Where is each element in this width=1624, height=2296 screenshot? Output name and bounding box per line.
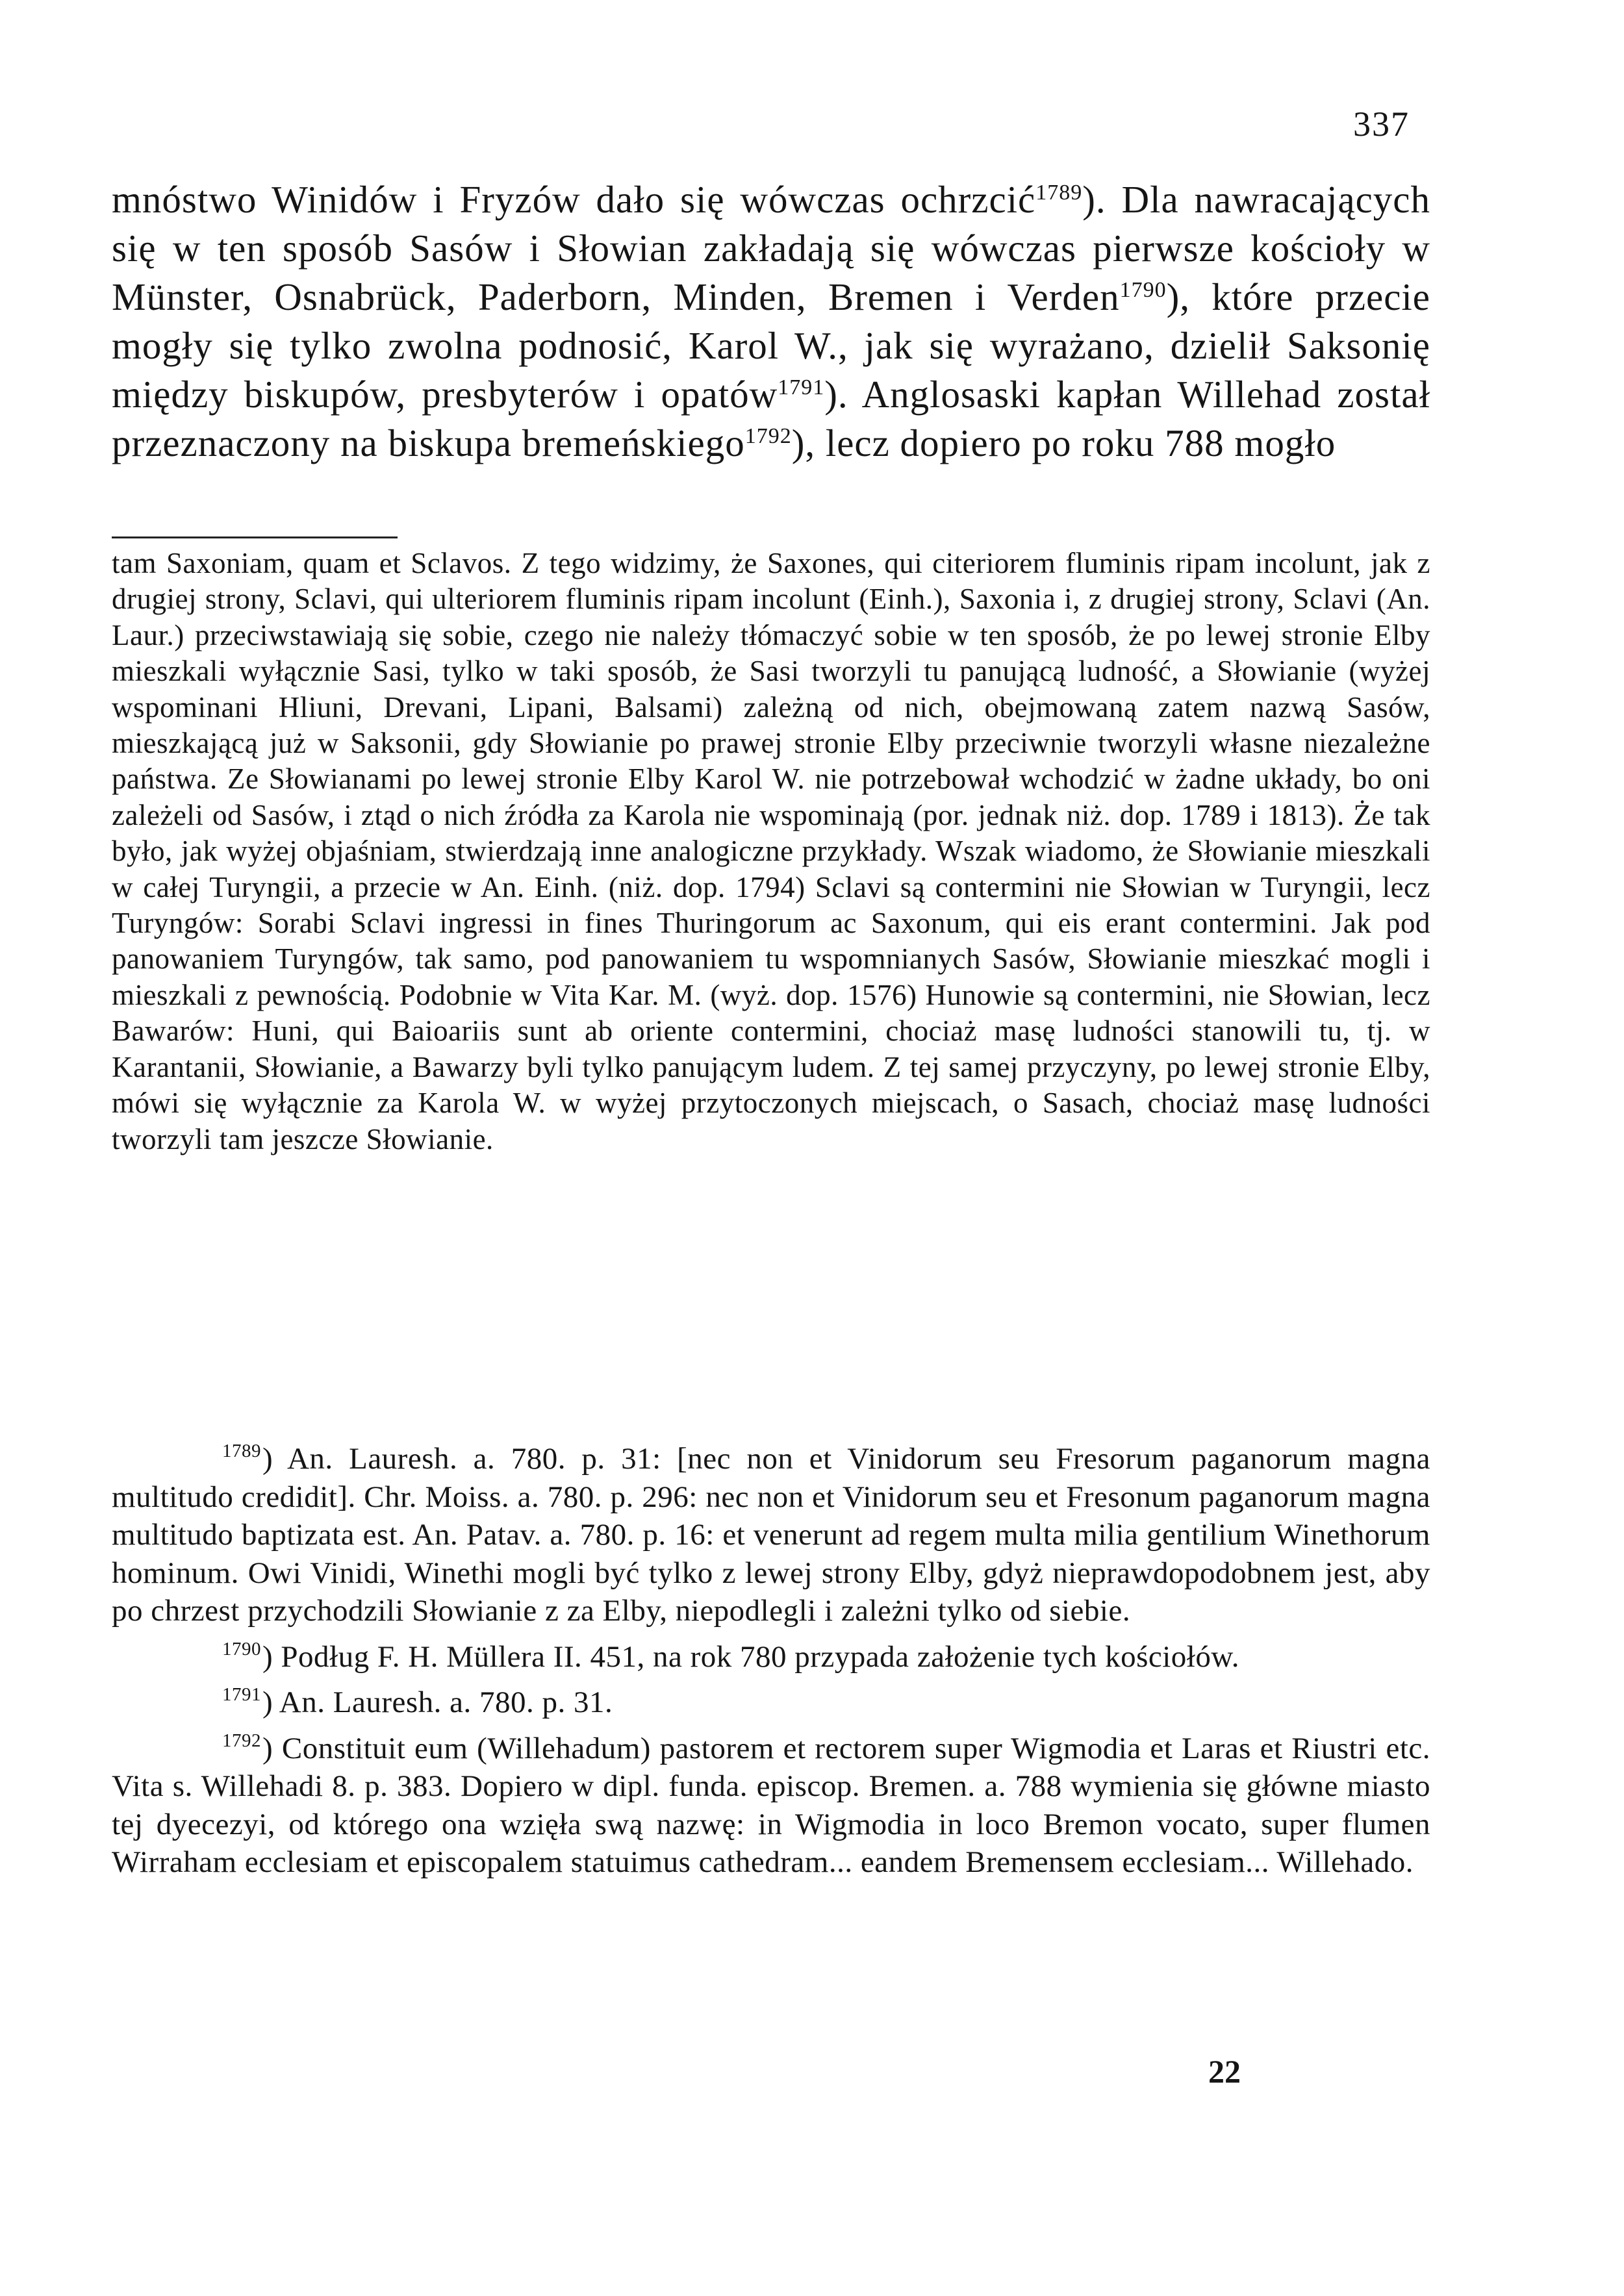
page-number: 337 (1353, 105, 1410, 144)
footnote-marker: 1791 (222, 1684, 261, 1705)
footnote-1789 (112, 1432, 1430, 1630)
main-text-part-1: mnóstwo Winidów i Fryzów dało się wówczas ochrzcić (112, 178, 1036, 221)
footnote-text: ) Podług F. H. Müllera II. 451, na rok 780 przypada założenie tych kościołów. (262, 1639, 1239, 1674)
footnote-1791 (112, 1676, 1430, 1722)
footnote-separator-rule (112, 536, 398, 538)
footnote-text: ) Constituit eum (Willehadum) pastorem et rectorem super Wigmodia et Laras et Riustri etc. Vita s. Willehadi 8. p. 383. Dopiero w dipl. funda. episcop. Bremen. a. 788 wymienia się główne miasto tej dyecezyi, od którego ona wzięła swą nazwę: in Wigmodia in loco Bremon vocato, super flumen Wirraham ecclesiam et episcopalem statuimus cathedram... eandem Bremensem ecclesiam... Willehado. (112, 1731, 1430, 1879)
main-text-part-3: ), które przecie mogły się tylko zwolna podnosić, Karol W., jak się wyrażano, dzielił Saksonię między biskupów, presbyterów i opatów (112, 275, 1430, 416)
footnote-marker: 1790 (222, 1638, 261, 1659)
footnote-reference-1790: 1790 (1119, 278, 1167, 302)
footnote-marker: 1789 (222, 1441, 261, 1461)
footnote-marker: 1792 (222, 1730, 261, 1751)
footnote-reference-1792: 1792 (744, 424, 792, 448)
footnote-reference-1789: 1789 (1035, 181, 1083, 205)
footnote-1792 (112, 1722, 1430, 1882)
footnotes-list (112, 1432, 1430, 1882)
footnote-continuation: tam Saxoniam, quam et Sclavos. Z tego widzimy, że Saxones, qui citeriorem fluminis ripam incolunt, jak z drugiej strony, Sclavi, qui ulteriorem fluminis ripam incolunt (Einh.), Saxonia i, z drugiej strony, Sclavi (An. Laur.) przeciwstawiają się sobie, czego nie należy tłómaczyć sobie w ten sposób, że po lewej stronie Elby mieszkali wyłącznie Sasi, tylko w taki sposób, że Sasi tworzyli tu panującą ludność, a Słowianie (wyżej wspominani Hliuni, Drevani, Lipani, Balsami) zależną od nich, obejmowaną zatem nazwą Sasów, mieszkającą już w Saksonii, gdy Słowianie po prawej stronie Elby przeciwnie tworzyli własne niezależne państwa. Ze Słowianami po lewej stronie Elby Karol W. nie potrzebował wchodzić w żadne układy, bo oni zależeli od Sasów, i ztąd o nich źródła za Karola nie wspominają (por. jednak niż. dop. 1789 i 1813). Że tak było, jak wyżej objaśniam, stwierdzają inne analogiczne przykłady. Wszak wiadomo, że Słowianie mieszkali w całej Turyngii, a przecie w An. Einh. (niż. dop. 1794) Sclavi są contermini nie Słowian w Turyngii, lecz Turyngów: Sorabi Sclavi ingressi in fines Thuringorum ac Saxonum, qui eis erant contermini. Jak pod panowaniem Turyngów, tak samo, pod panowaniem tu wspomnianych Sasów, Słowianie mieszkać mogli i mieszkali z pewnością. Podobnie w Vita Kar. M. (wyż. dop. 1576) Hunowie są contermini, nie Słowian, lecz Bawarów: Huni, qui Baioariis sunt ab oriente contermini, chociaż masę ludności stanowili tu, tj. w Karantanii, Słowianie, a Bawarzy byli tylko panującym ludem. Z tej samej przyczyny, po lewej stronie Elby, mówi się wyłącznie za Karola W. w wyżej przytoczonych miejscach, o Sasach, chociaż masę ludności tworzyli tam jeszcze Słowianie. (112, 547, 1430, 1155)
main-text-part-2: ). Dla nawracających się w ten sposób Sasów i Słowian zakładają się wówczas pierwsze kościoły w Münster, Osnabrück, Paderborn, Minden, Bremen i Verden (112, 178, 1430, 318)
signature-mark: 22 (1208, 2053, 1241, 2089)
footnote-text: ) An. Lauresh. a. 780. p. 31. (262, 1685, 613, 1719)
footnote-reference-1791: 1791 (778, 375, 825, 399)
main-text-part-5: ), lecz dopiero po roku 788 mogło (791, 422, 1336, 464)
main-paragraph (112, 175, 1430, 468)
main-text-part-4: ). Anglosaski kapłan Willehad został przeznaczony na biskupa bremeńskiego (112, 373, 1430, 464)
footnote-text: ) An. Lauresh. a. 780. p. 31: [nec non et Vinidorum seu Fresorum paganorum magna multitudo credidit]. Chr. Moiss. a. 780. p. 296: nec non et Vinidorum seu et Fresonum paganorum magna multitudo baptizata est. An. Patav. a. 780. p. 16: et venerunt ad regem multa milia gentilium Winethorum hominum. Owi Vinidi, Winethi mogli być tylko z lewej strony Elby, gdyż nieprawdopodobnem jest, aby po chrzest przychodzili Słowianie z za Elby, niepodlegli i zależni tylko od siebie. (112, 1442, 1430, 1628)
footnote-1790 (112, 1630, 1430, 1676)
